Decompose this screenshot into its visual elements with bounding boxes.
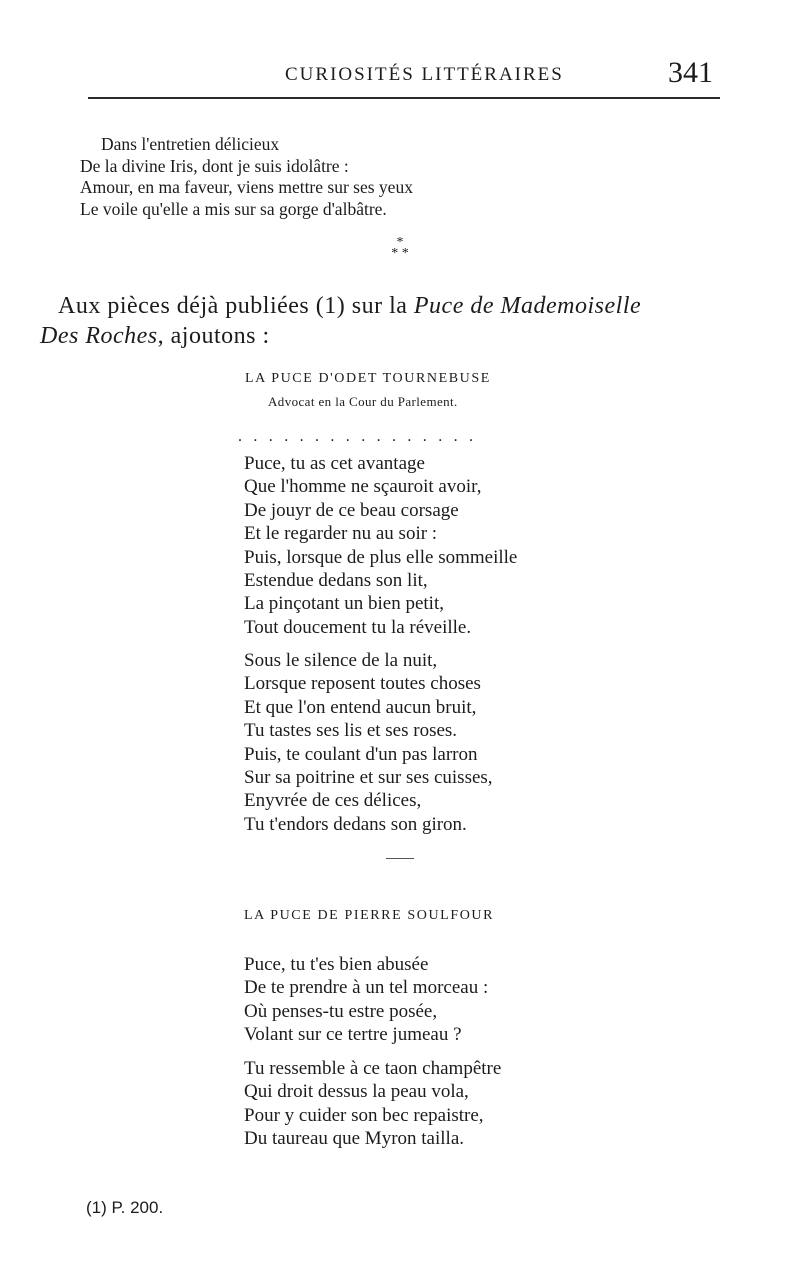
verse-line: Amour, en ma faveur, viens mettre sur ses yeux (80, 177, 413, 197)
verse-line: Que l'homme ne sçauroit avoir, (244, 476, 482, 498)
verse-line: Le voile qu'elle a mis sur sa gorge d'albâtre. (80, 198, 387, 219)
poem2-stanza-2 (244, 1057, 501, 1151)
verse-line: Puis, te coulant d'un pas larron (244, 743, 478, 765)
intro-paragraph (40, 291, 641, 351)
verse-line: Estendue dedans son lit, (244, 570, 428, 592)
verse-line: De jouyr de ce beau corsage (244, 499, 459, 521)
footnote: (1) P. 200. (86, 1198, 164, 1217)
verse-line: Sous le silence de la nuit, (244, 650, 438, 671)
ellipsis-line: ................ (238, 428, 485, 445)
work-title: Puce de Mademoiselle (413, 293, 642, 319)
verse-line: Lorsque reposent toutes choses (244, 673, 481, 695)
opening-stanza (80, 134, 413, 220)
asterism-top: * (396, 235, 404, 250)
verse-line: La pinçotant un bien petit, (244, 593, 444, 615)
verse-line: Et le regarder nu au soir : (244, 523, 438, 545)
page-number: 341 (668, 56, 713, 89)
verse-line: Qui droit dessus la peau vola, (244, 1081, 469, 1103)
asterism (0, 237, 800, 259)
section-separator (386, 858, 414, 859)
intro-line-2 (40, 321, 641, 351)
page-header (0, 56, 800, 100)
verse-line: Sur sa poitrine et sur ses cuisses, (244, 767, 493, 789)
header-rule (88, 97, 720, 99)
poem-title: LA PUCE D'ODET TOURNEBUSE (245, 371, 491, 386)
verse-line: Pour y cuider son bec repaistre, (244, 1104, 484, 1126)
intro-prefix: Aux pièces déjà publiées (1) sur la (58, 293, 414, 319)
verse-line: Puce, tu t'es bien abusée (244, 954, 429, 975)
verse-line: Et que l'on entend aucun bruit, (244, 696, 477, 718)
verse-line: Tu ressemble à ce taon champêtre (244, 1058, 502, 1079)
verse-line: Tu tastes ses lis et ses roses. (244, 720, 458, 742)
running-title: CURIOSITÉS LITTÉRAIRES (285, 64, 564, 85)
work-title: Des Roches (40, 323, 158, 349)
asterism-bottom: * * (391, 246, 409, 261)
poem1-stanza-1 (244, 452, 517, 639)
poem-title: LA PUCE DE PIERRE SOULFOUR (244, 908, 495, 923)
verse-line: Tu t'endors dedans son giron. (244, 813, 467, 835)
verse-line: Du taureau que Myron tailla. (244, 1128, 465, 1150)
verse-line: Puis, lorsque de plus elle sommeille (244, 546, 518, 568)
poem-subtitle: Advocat en la Cour du Parlement. (268, 394, 458, 409)
verse-line: De la divine Iris, dont je suis idolâtre : (80, 155, 349, 176)
verse-line: Enyvrée de ces délices, (244, 790, 422, 812)
verse-line: De te prendre à un tel morceau : (244, 977, 489, 999)
intro-line-1 (40, 291, 641, 321)
poem1-stanza-2 (244, 649, 493, 836)
poem2-stanza-1 (244, 953, 488, 1047)
intro-suffix: , ajoutons : (157, 323, 270, 349)
verse-line: Puce, tu as cet avantage (244, 453, 425, 474)
verse-line: Tout doucement tu la réveille. (244, 616, 472, 638)
verse-line: Où penses-tu estre posée, (244, 1000, 438, 1022)
verse-line: Dans l'entretien délicieux (101, 134, 280, 154)
verse-line: Volant sur ce tertre jumeau ? (244, 1024, 462, 1046)
